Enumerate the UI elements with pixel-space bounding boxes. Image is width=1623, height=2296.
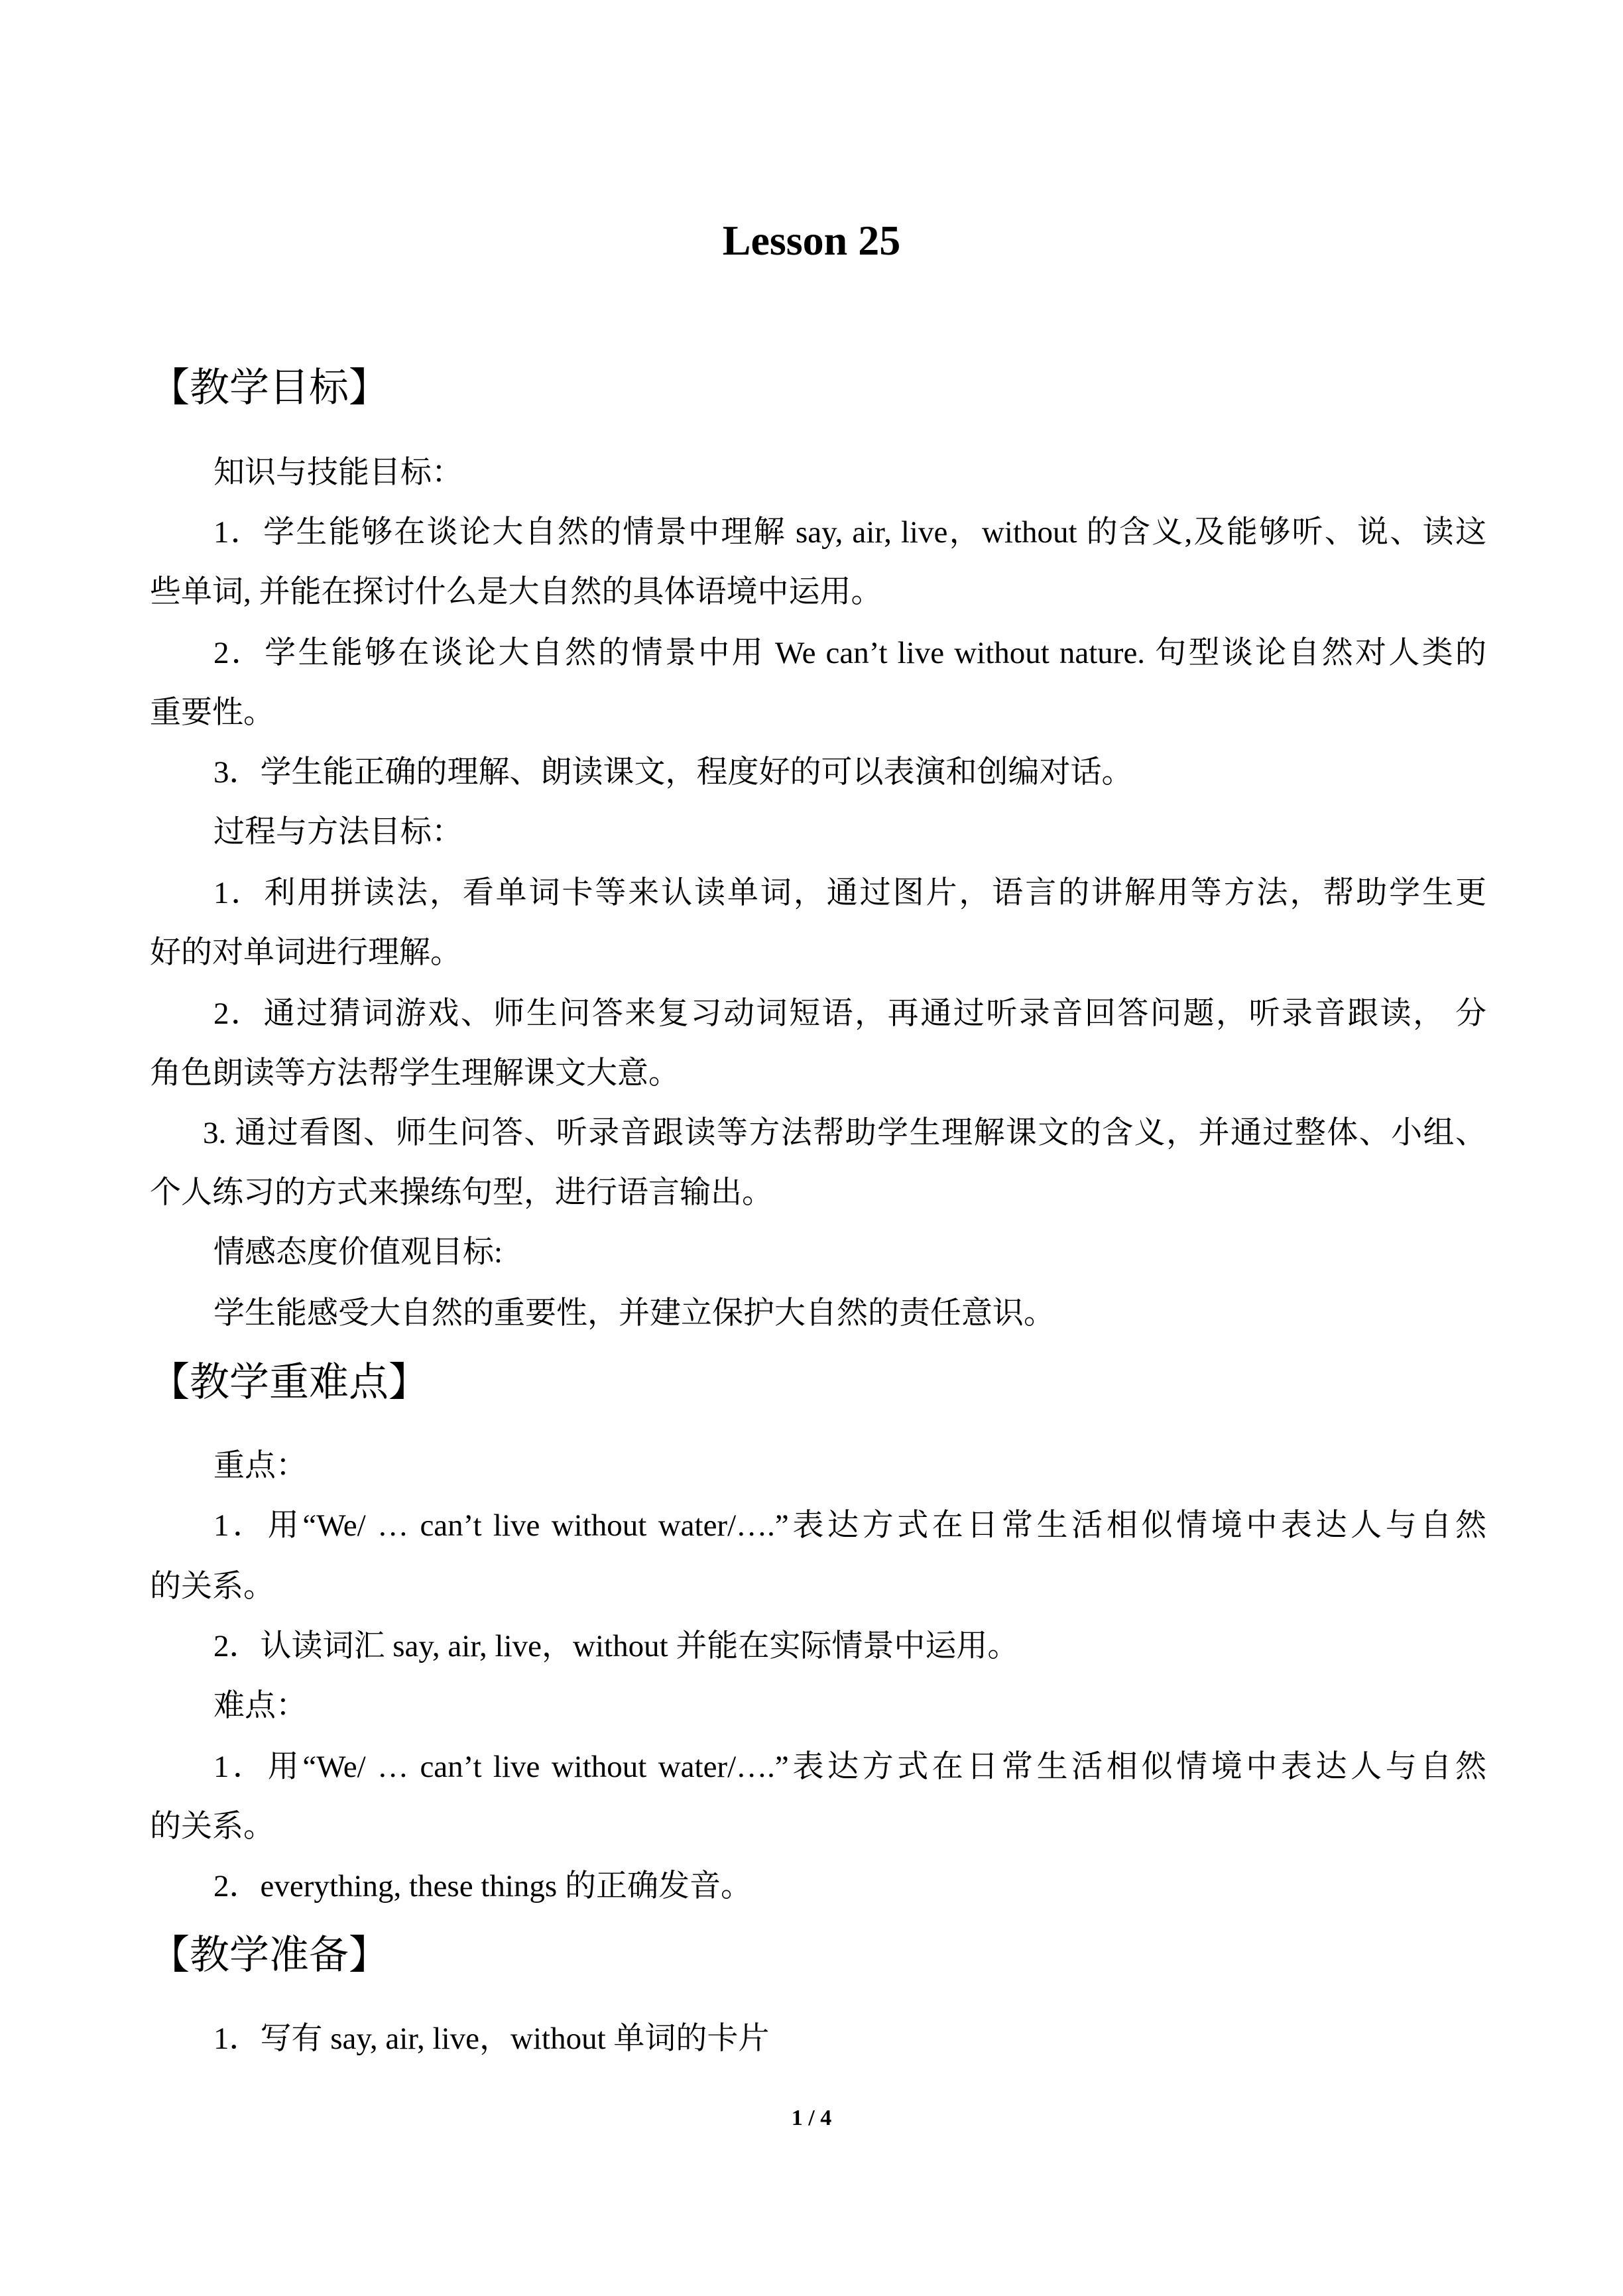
knowledge-item-1: 1．学生能够在谈论大自然的情景中理解 say, air, live，without 的含义,及能够听、说、读这 xyxy=(213,515,1486,550)
page-number: 1 / 4 xyxy=(791,2106,832,2130)
key-label: 重点： xyxy=(213,1449,307,1483)
knowledge-item-1-cont: 些单词, 并能在探讨什么是大自然的具体语境中运用。 xyxy=(150,575,882,609)
difficult-item-2: 2．everything, these things 的正确发音。 xyxy=(213,1869,752,1903)
page-title: Lesson 25 xyxy=(722,217,901,264)
process-item-1: 1．利用拼读法，看单词卡等来认读单词，通过图片，语言的讲解用等方法，帮助学生更 xyxy=(213,876,1486,910)
process-item-1-cont: 好的对单词进行理解。 xyxy=(150,936,461,970)
key-item-1-cont: 的关系。 xyxy=(150,1569,274,1604)
process-item-3-cont: 个人练习的方式来操练句型，进行语言输出。 xyxy=(150,1176,773,1210)
section-heading-objectives: 【教学目标】 xyxy=(150,366,389,410)
emotion-label: 情感态度价值观目标: xyxy=(213,1235,503,1270)
preparation-item-1: 1．写有 say, air, live，without 单词的卡片 xyxy=(213,2022,770,2056)
difficult-item-1: 1．用“We/ … can’t live without water/….”表达方式在日常生活相似情境中表达人与自然 xyxy=(213,1750,1486,1784)
key-item-2: 2．认读词汇 say, air, live，without 并能在实际情景中运用。 xyxy=(213,1629,1019,1663)
key-item-1: 1．用“We/ … can’t live without water/….”表达方式在日常生活相似情境中表达人与自然 xyxy=(213,1508,1486,1543)
process-item-2: 2．通过猜词游戏、师生问答来复习动词短语，再通过听录音回答问题，听录音跟读， 分 xyxy=(213,997,1486,1031)
process-item-3: 3. 通过看图、师生问答、听录音跟读等方法帮助学生理解课文的含义，并通过整体、小组、 xyxy=(203,1116,1486,1150)
section-heading-key-points: 【教学重难点】 xyxy=(150,1360,428,1404)
section-heading-preparation: 【教学准备】 xyxy=(150,1933,389,1977)
process-item-2-cont: 角色朗读等方法帮学生理解课文大意。 xyxy=(150,1056,680,1091)
process-label: 过程与方法目标： xyxy=(213,815,463,849)
difficult-item-1-cont: 的关系。 xyxy=(150,1809,274,1844)
knowledge-label: 知识与技能目标： xyxy=(213,455,463,490)
knowledge-item-2-cont: 重要性。 xyxy=(150,695,274,730)
difficult-label: 难点： xyxy=(213,1689,307,1723)
knowledge-item-2: 2．学生能够在谈论大自然的情景中用 We can’t live without nature. 句型谈论自然对人类的 xyxy=(213,636,1486,670)
emotion-item-1: 学生能感受大自然的重要性，并建立保护大自然的责任意识。 xyxy=(213,1296,1055,1331)
knowledge-item-3: 3．学生能正确的理解、朗读课文，程度好的可以表演和创编对话。 xyxy=(213,755,1133,790)
